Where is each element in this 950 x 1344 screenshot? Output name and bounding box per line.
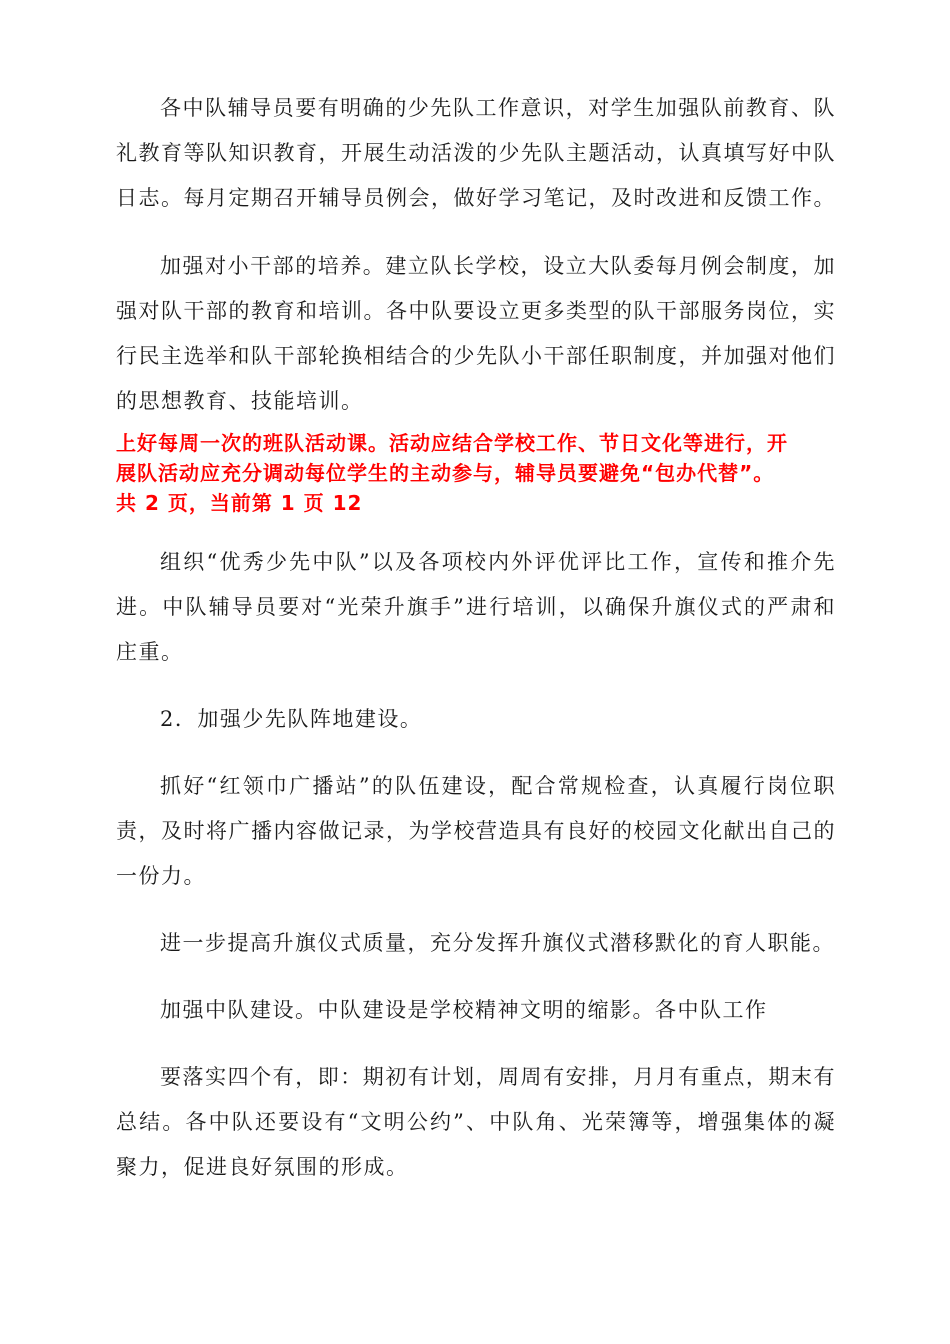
paragraph-excellent-squadron: 组织“优秀少先中队”以及各项校内外评优评比工作，宣传和推介先进。中队辅导员要对“光荣升旗手”进行培训，以确保升旗仪式的严肃和庄重。 xyxy=(116,550,836,664)
top-text-block xyxy=(116,86,836,424)
notice-page-indicator: 共 2 页，当前第 1 页 12 xyxy=(116,491,363,515)
paragraph-radio-station: 抓好“红领巾广播站”的队伍建设，配合常规检查，认真履行岗位职责，及时将广播内容做记录，为学校营造具有良好的校园文化献出自己的一份力。 xyxy=(116,774,836,888)
paragraph-cadre-training: 加强对小干部的培养。建立队长学校，设立大队委每月例会制度，加强对队干部的教育和培训。各中队要设立更多类型的队干部服务岗位，实行民主选举和队干部轮换相结合的少先队小干部任职制度，并加强对他们的思想教育、技能培训。 xyxy=(116,254,836,413)
paragraph-counselor-duties: 各中队辅导员要有明确的少先队工作意识，对学生加强队前教育、队礼教育等队知识教育，开展生动活泼的少先队主题活动，认真填写好中队日志。每月定期召开辅导员例会，做好学习笔记，及时改进和反馈工作。 xyxy=(116,96,836,210)
red-notice xyxy=(116,428,836,518)
paragraph-flag-ceremony: 进一步提高升旗仪式质量，充分发挥升旗仪式潜移默化的育人职能。 xyxy=(160,931,835,955)
bottom-text-block xyxy=(116,540,836,1190)
paragraph-four-haves: 要落实四个有，即：期初有计划，周周有安排，月月有重点，期末有总结。各中队还要设有“文明公约”、中队角、光荣簿等，增强集体的凝聚力，促进良好氛围的形成。 xyxy=(116,1065,836,1179)
paragraph-squadron-building: 加强中队建设。中队建设是学校精神文明的缩影。各中队工作 xyxy=(160,998,768,1022)
notice-line-1: 上好每周一次的班队活动课。活动应结合学校工作、节日文化等进行，开 xyxy=(116,431,788,455)
paragraph-section-heading-2: 2．加强少先队阵地建设。 xyxy=(160,707,423,731)
notice-line-2: 展队活动应充分调动每位学生的主动参与，辅导员要避免“包办代替”。 xyxy=(116,461,775,485)
